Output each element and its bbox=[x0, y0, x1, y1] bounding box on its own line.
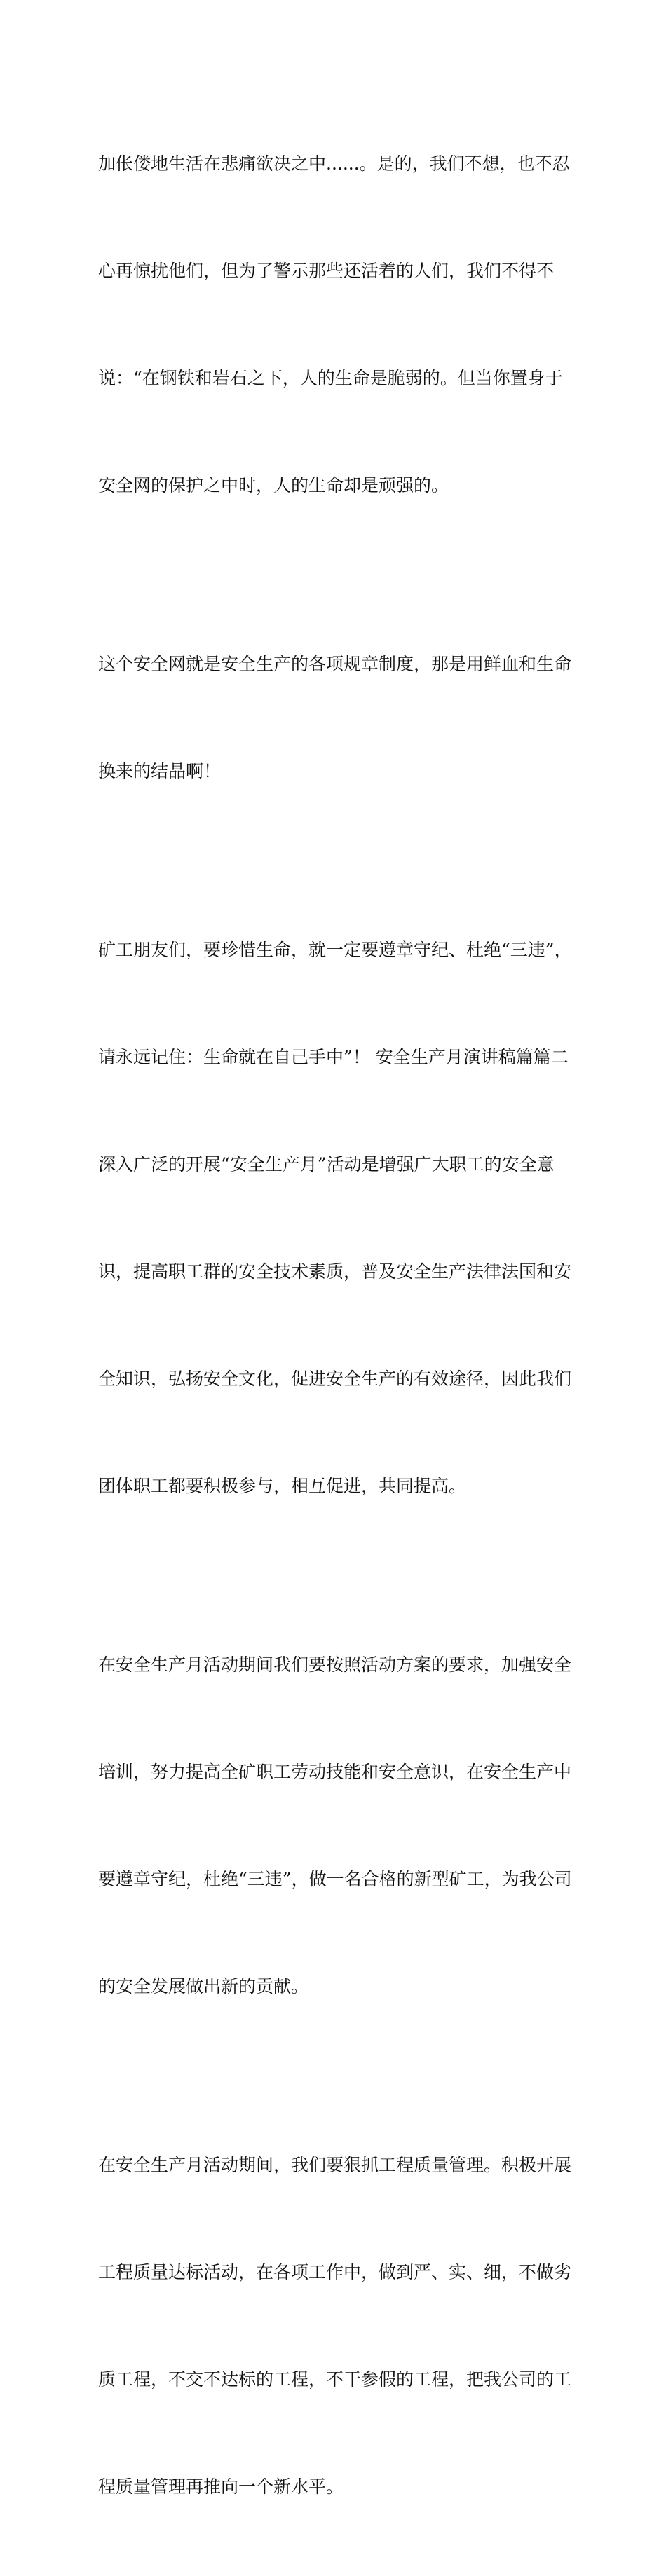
text-line: 在安全生产月活动期间，我们要狠抓工程质量管理。积极开展 bbox=[98, 2155, 572, 2175]
text-line: 在安全生产月活动期间我们要按照活动方案的要求，加强安全 bbox=[98, 1654, 572, 1675]
text-line: 培训，努力提高全矿职工劳动技能和安全意识，在安全生产中 bbox=[98, 1762, 572, 1782]
text-line: 心再惊扰他们，但为了警示那些还活着的人们，我们不得不 bbox=[98, 261, 555, 281]
text-line: 加伥偻地生活在悲痛欲决之中......。是的，我们不想，也不忍 bbox=[98, 153, 570, 174]
text-line: 识，提高职工群的安全技术素质，普及安全生产法律法国和安 bbox=[98, 1261, 572, 1282]
text-line: 这个安全网就是安全生产的各项规章制度，那是用鲜血和生命 bbox=[98, 654, 572, 674]
paragraph bbox=[98, 1575, 575, 2076]
text-line: 安全网的保护之中时，人的生命却是顽强的。 bbox=[98, 475, 449, 495]
text-line: 程质量管理再推向一个新水平。 bbox=[98, 2476, 344, 2497]
paragraph bbox=[98, 2076, 575, 2576]
text-line: 质工程，不交不达标的工程，不干参假的工程，把我公司的工 bbox=[98, 2369, 572, 2390]
text-line: 要遵章守纪，杜绝“三违”，做一名合格的新型矿工，为我公司 bbox=[98, 1869, 572, 1889]
text-line: 换来的结晶啊！ bbox=[98, 761, 222, 781]
paragraph bbox=[98, 575, 575, 861]
text-line: 请永远记住：生命就在自己手中”！ 安全生产月演讲稿篇篇二 bbox=[98, 1047, 569, 1067]
text-line: 工程质量达标活动，在各项工作中，做到严、实、细，不做劣 bbox=[98, 2262, 572, 2282]
text-line: 的安全发展做出新的贡献。 bbox=[98, 1976, 309, 1996]
paragraph bbox=[98, 861, 575, 1575]
text-line: 说：“在钢铁和岩石之下，人的生命是脆弱的。但当你置身于 bbox=[98, 368, 563, 388]
paragraph bbox=[98, 74, 575, 575]
text-line: 深入广泛的开展“安全生产月”活动是增强广大职工的安全意 bbox=[98, 1154, 555, 1174]
text-line: 全知识，弘扬安全文化，促进安全生产的有效途径，因此我们 bbox=[98, 1369, 572, 1389]
document-body bbox=[98, 74, 575, 2576]
text-line: 团体职工都要积极参与，相互促进，共同提高。 bbox=[98, 1476, 467, 1496]
text-line: 矿工朋友们，要珍惜生命，就一定要遵章守纪、杜绝“三违”， bbox=[98, 940, 572, 960]
